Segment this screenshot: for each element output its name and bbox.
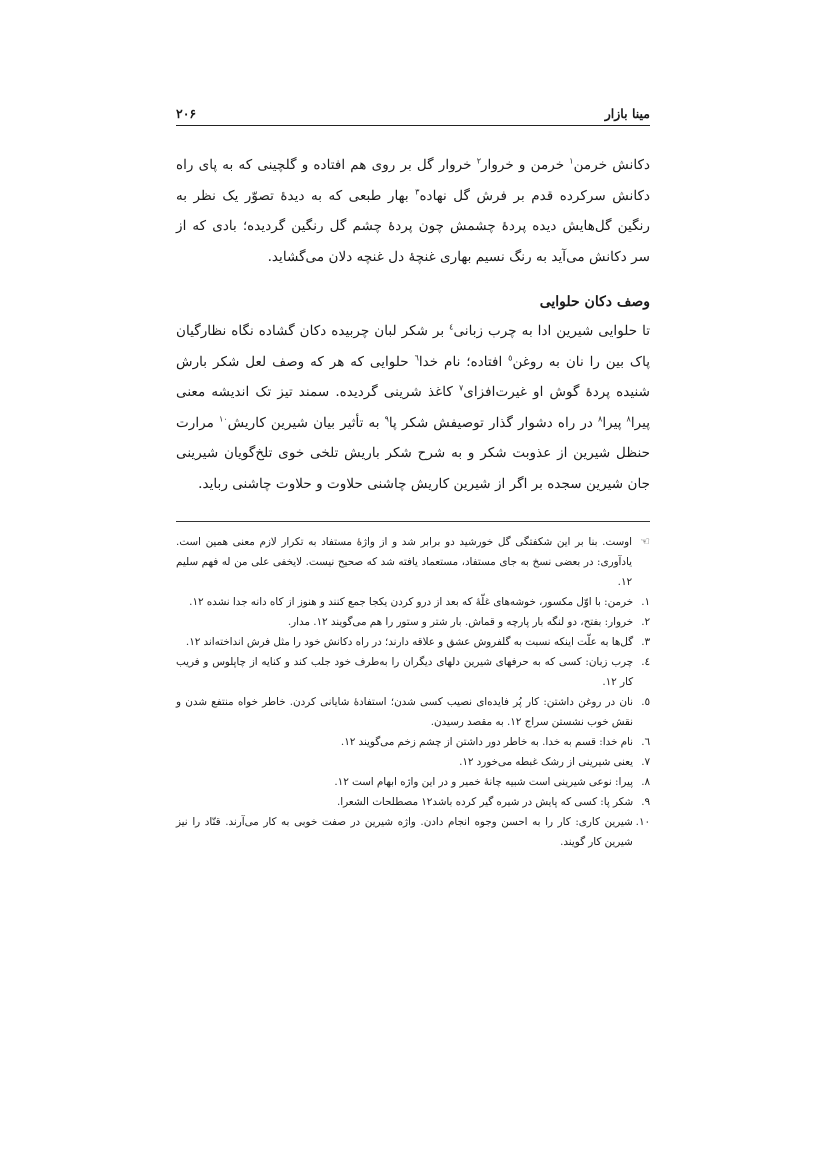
footnote-text: گل‌ها به علّت اینکه نسبت به گلفروش عشق و علاقه دارند؛ در راه دکانش خود را مثل فرش انداخته‌اند ۱۲. [185,636,633,648]
footnote-ref-2: ۲ [476,156,481,166]
footnote-item [176,632,650,652]
footnote-text: چرب زبان: کسی که به حرفهای شیرین دلهای دیگران را به‌طرف خود جلب کند و کنایه از چاپلوس و فریب کار ۱۲. [176,656,633,688]
footnote-ref-9: ۹ [384,413,389,423]
page-number: ۲۰۶ [176,106,197,121]
book-page [176,96,650,852]
footnotes [176,532,650,852]
text-run: افتاده؛ نام خدا [418,353,509,370]
footnote-text: خروار: بفتح، دو لنگه بار پارچه و قماش. بار شتر و ستور را هم می‌گویند ۱۲. مدار. [287,616,633,628]
footnote-number: ٥. [641,696,650,708]
footnote-number: ۳. [641,636,650,648]
footnote-text: شکر پا: کسی که پایش در شیره گیر کرده باشد۱۲ مصطلحات الشعرا. [336,796,633,808]
paragraph-flower-shop [176,150,650,272]
footnote-ref-3: ۳ [415,186,420,196]
text-run: بر شکر لبان چربیده دکان گشاده نگاه نظارگیان پاک بین را نان به روغن [176,323,650,370]
footnote-ref-4: ٤ [449,322,454,332]
pointing-hand-icon: ☜ [640,535,650,548]
footnote-number: ۸. [641,776,650,788]
footnote-pointer-note [176,532,650,592]
footnote-ref-6: ٦ [414,352,419,362]
running-header [176,96,650,126]
footnote-text: نان در روغن داشتن: کار پُر فایده‌ای نصیب کسی شدن؛ استفادهٔ شایانی کردن. خاطر خواه منتفع شدن و نقش خوب نشستن سراج ۱۲. به مقصد رسیدن. [176,696,633,728]
footnote-item [176,652,650,692]
text-run: تا حلوایی شیرین ادا به چرب زبانی [453,323,650,339]
footnote-ref-5: ٥ [508,352,513,362]
footnote-text: پیرا: نوعی شیرینی است شبیه چانهٔ خمیر و در این واژه ابهام است ۱۲. [334,776,633,788]
section-heading: وصف دکان حلوایی [539,294,650,310]
footnote-text: یعنی شیرینی از رشک غبطه می‌خورد ۱۲. [459,756,633,768]
footnote-list [176,592,650,852]
footnote-ref-10: ۱۰ [218,413,228,423]
footnote-number: ۹. [641,796,650,808]
text-run: حلوایی که هر که وصف لعل شکر بارش شنیده پردهٔ گوش او غیرت‌افزای [176,353,650,400]
text-run: خرمن و خروار [480,157,570,173]
footnote-item [176,612,650,632]
footnote-ref-8: ٨ [626,413,631,423]
text-run: پیرا [602,414,627,431]
footnote-item [176,772,650,792]
footnote-item [176,732,650,752]
footnote-item [176,792,650,812]
footnote-number: ٦. [641,736,650,748]
footnote-text: شیرین کاری: کار را به احسن وجوه انجام دادن. واژه شیرین در صفت خوبی به کار می‌آرند. قنّاد را نیز شیرین کار گویند. [176,816,633,848]
footnote-text: نام خدا: قسم به خدا. به خاطر دور داشتن از چشم زخم می‌گویند ۱۲. [340,736,633,748]
footnote-number: ۲. [641,616,650,628]
footnote-item [176,752,650,772]
paragraph-sweet-shop [176,316,650,499]
footnote-number: ۱۰. [635,816,650,828]
text-run: به تأثیر بیان شیرین کاریش [227,414,385,431]
footnote-text: اوست. بنا بر این شکفتگی گل خورشید دو برابر شد و از واژهٔ مستفاد به تکرار لازم معنی همین است. یادآوری: در بعضی نسخ به جای مستفاد، مستعماد یافته شد که صحیح نیست. لایخفی علی من له فهم سلیم ۱۲. [176,536,632,588]
text-run: مرارت حنظل شیرین از عذوبت شکر و به شرح شکر باریش تلخی خوی تلخ‌گویان شیرینی جان شیرین سجده بر اگر از شیرین کاریش چاشنی حلاوت و حلاوت چاشنی رباید. [176,414,650,492]
text-run: خروار گل بر روی هم افتاده و گلچینی که به پای راه دکانش سرکرده قدم بر فرش گل نهاده [176,157,650,204]
footnote-item [176,692,650,732]
text-run: بهار طبعی که به دیدهٔ تصوّر یک نظر به رنگین گل‌هایش دیده پردهٔ چشمش چون پردهٔ چشم گل رنگین گردیده؛ بادی که از سر دکانش می‌آید به رنگ نسیم بهاری غنچهٔ دل غنچه دلان می‌گشاید. [176,187,650,265]
footnote-ref-1: ۱ [569,156,574,166]
footnote-ref-8b: ٨ [598,413,603,423]
footnote-ref-7: ٧ [458,383,464,393]
footnote-number: ٤. [641,656,650,668]
footnote-separator [176,521,650,522]
text-run: کاغذ شرینی گردیده. سمند تیز تک اندیشه معنی پیرا [176,384,650,431]
footnote-item [176,812,650,852]
footnote-item [176,592,650,612]
footnote-number: ۷. [641,756,650,768]
footnote-number: ۱. [641,596,650,608]
running-title: مینا بازار [604,106,650,121]
text-run: در راه دشوار گذار توصیفش شکر پا [388,414,599,431]
text-run: دکانش خرمن [573,157,650,173]
footnote-text: خرمن: با اوّل مکسور، خوشه‌های غلّهٔ که بعد از درو کردن یکجا جمع کنند و هنوز از کاه دانه جدا نشده ۱۲. [189,596,633,608]
